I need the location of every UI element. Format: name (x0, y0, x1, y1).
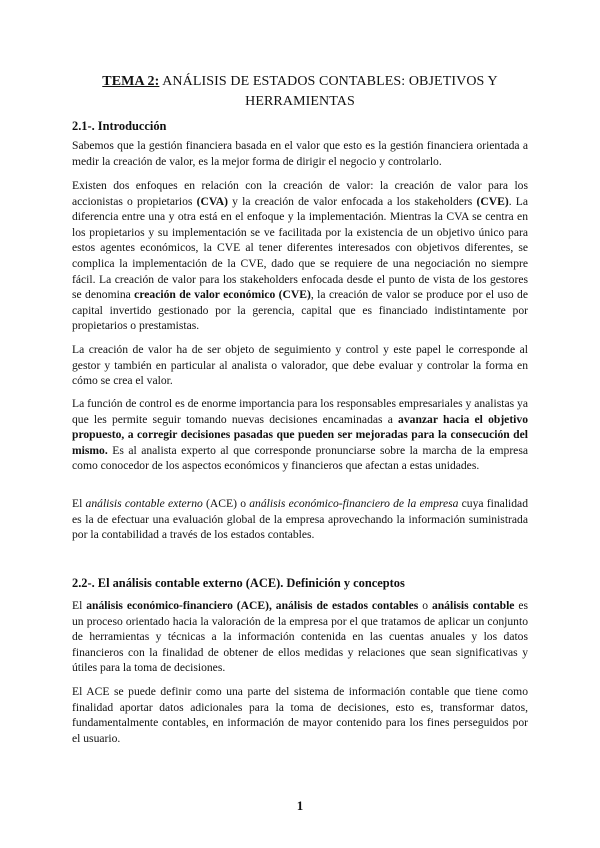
paragraph: El ACE se puede definir como una parte del sistema de información contable que tiene como finalidad aportar datos adicionales para la toma de decisiones, esto es, transformar datos, fundamentalmente contables, en información de mayor contenido para los fines perseguidos por el usuario. (72, 685, 528, 745)
paragraph: El análisis contable externo (ACE) o análisis económico-financiero de la empresa cuya finalidad es la de efectuar una evaluación global de la empresa aprovechando la información suministrada por la contabilidad a través de los estados contables. (72, 497, 529, 542)
section-heading-ace: 2.2-. El análisis contable externo (ACE). Definición y conceptos (72, 576, 405, 590)
title-tema-label: TEMA 2: (102, 74, 160, 89)
paragraph: La función de control es de enorme importancia para los responsables empresariales y analistas ya que les permite seguir tomando nuevas decisiones encaminadas a avanzar hacia el objetivo propuesto, a corregir decisiones pasadas que pueden ser mejoradas para la consecución del mismo. Es al analista experto al que corresponde pronunciarse sobre la marcha de la empresa como conocedor de los aspectos económicos y financieros que afectan a estas unidades. (72, 397, 528, 473)
paragraph: La creación de valor ha de ser objeto de seguimiento y control y este papel le corresponde al gestor y también en particular al analista o valorador, que debe evaluar y controlar la forma en cómo se crea el valor. (72, 343, 528, 388)
paragraph: Existen dos enfoques en relación con la creación de valor: la creación de valor para los accionistas o propietarios (CVA) y la creación de valor enfocada a los stakeholders (CVE). La diferencia entre una y otra está en el enfoque y la implementación. Mientras la CVA se centra en los propietarios y su implementación se ve facilitada por la existencia de un objetivo único para estos agentes económicos, la CVE al tener diferentes interesados con objetivos diferentes, se complica la implementación de la CVE, dado que se requiere de una negociación no siempre fácil. La creación de valor para los stakeholders enfocada desde el punto de vista de los gestores se denomina creación de valor económico (CVE), la creación de valor se produce por el uso de capital invertido gestionado por la gerencia, capital que es financiado indistintamente por propietarios o prestamistas. (72, 179, 529, 333)
paragraph: Sabemos que la gestión financiera basada en el valor que esto es la gestión financiera orientada a medir la creación de valor, es la mejor forma de dirigir el negocio y controlarlo. (72, 139, 528, 168)
paragraph: El análisis económico-financiero (ACE), análisis de estados contables o análisis contable es un proceso orientado hacia la valoración de la empresa por el que tratamos de aplicar un conjunto de herramientas y técnicas a la información contenida en las cuentas anuales y los datos financieros con la finalidad de obtener de ellos medidas y relaciones que sean significativas y útiles para la toma de decisiones. (72, 599, 529, 675)
title-text: ANÁLISIS DE ESTADOS CONTABLES: OBJETIVOS Y HERRAMIENTAS (159, 74, 498, 109)
document-title (72, 72, 528, 112)
page-number: 1 (296, 798, 304, 813)
section-heading-introduccion: 2.1-. Introducción (72, 119, 167, 133)
